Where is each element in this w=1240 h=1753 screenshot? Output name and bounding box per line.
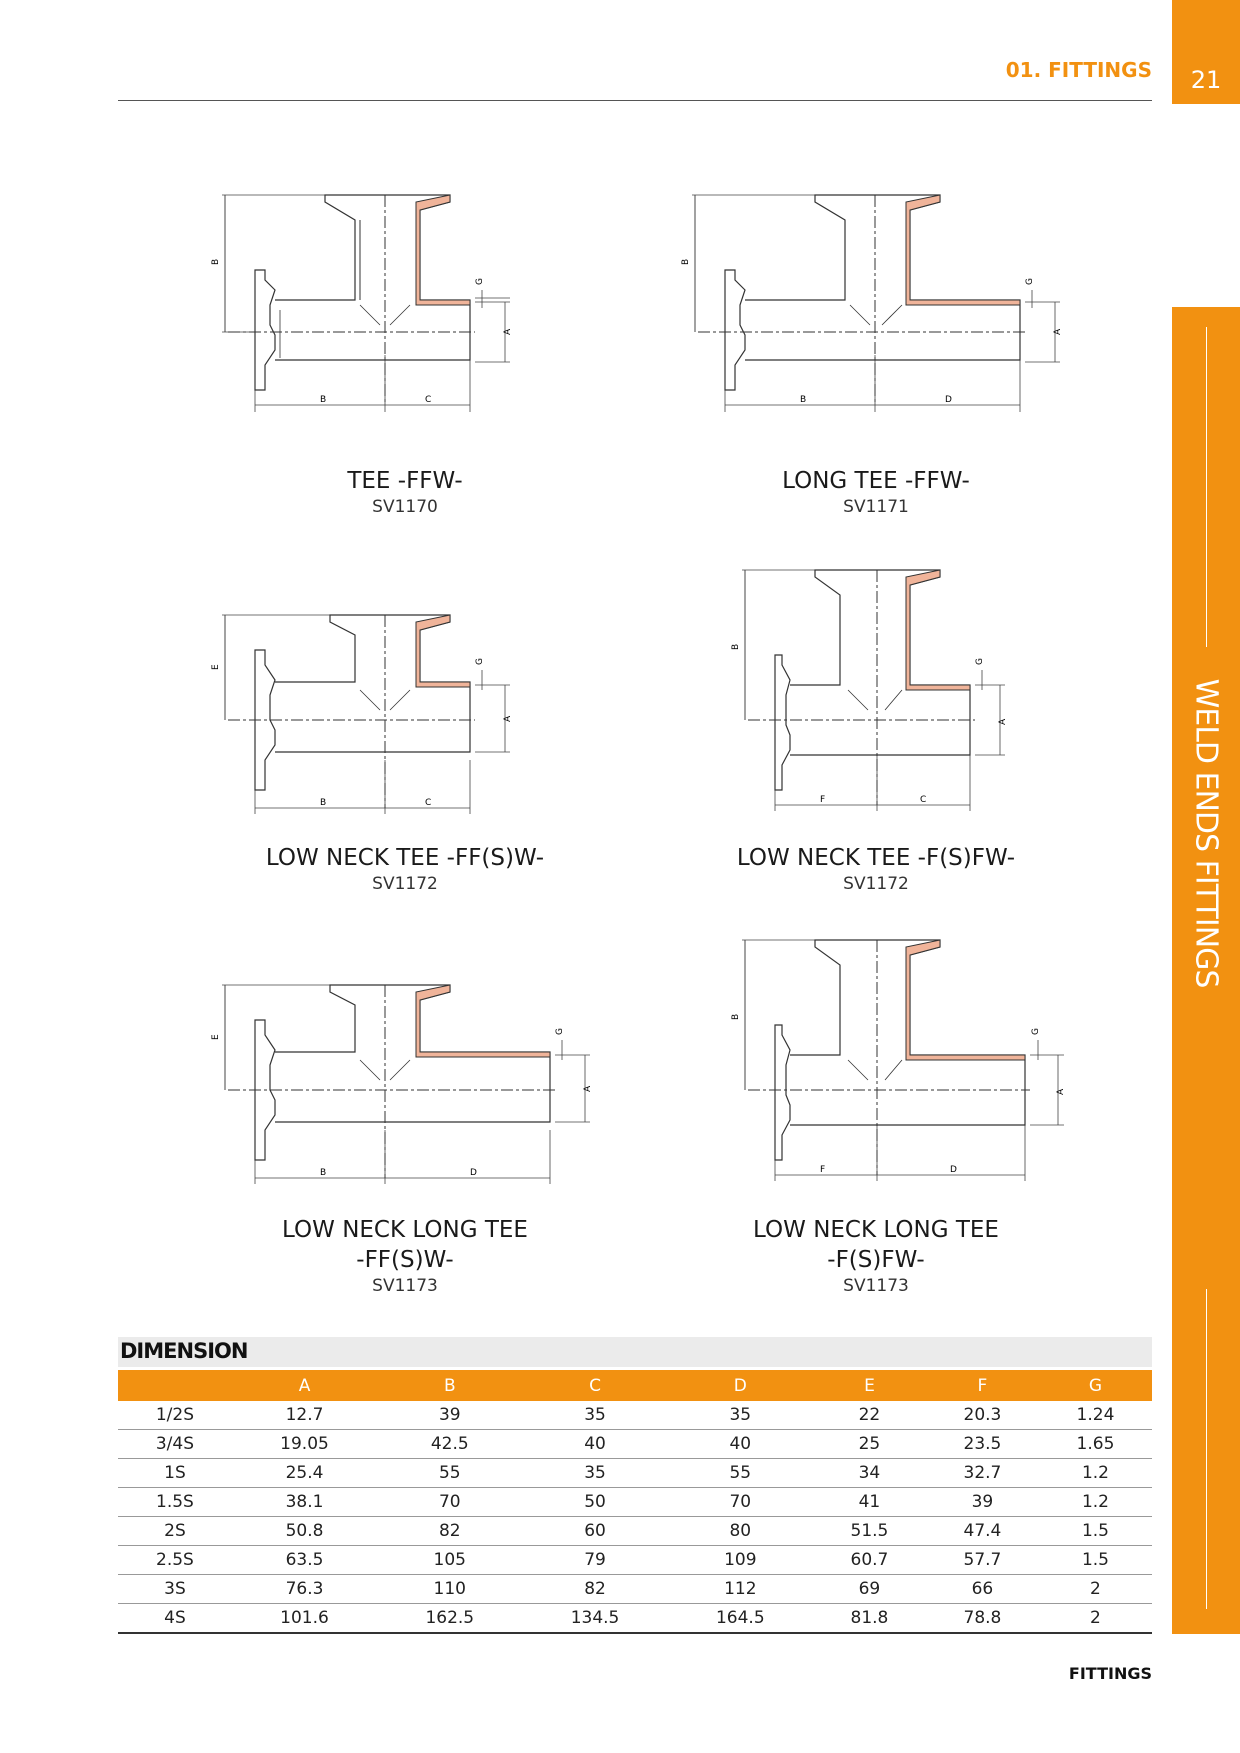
table-cell: 35 — [668, 1401, 813, 1430]
table-cell: 134.5 — [522, 1604, 667, 1634]
table-row — [118, 1546, 1152, 1575]
figure-title: TEE -FFW- — [347, 468, 463, 494]
low-neck-long-tee-fsfw-drawing — [731, 935, 1070, 1185]
figure-title-line2: -F(S)FW- — [827, 1247, 925, 1273]
page-number-tab — [1172, 0, 1240, 104]
column-header-e: E — [813, 1370, 926, 1401]
table-cell: 1.24 — [1039, 1401, 1152, 1430]
table-row — [118, 1517, 1152, 1546]
table-cell: 42.5 — [377, 1430, 522, 1459]
svg-text:C: C — [920, 795, 927, 805]
svg-text:G: G — [555, 1028, 565, 1035]
tee-ffw-drawing — [220, 190, 530, 430]
column-header-b: B — [377, 1370, 522, 1401]
table-cell: 78.8 — [926, 1604, 1039, 1634]
table-cell: 82 — [377, 1517, 522, 1546]
svg-text:E: E — [211, 664, 221, 670]
table-cell: 35 — [522, 1401, 667, 1430]
table-row — [118, 1459, 1152, 1488]
figure-title-line1: LOW NECK LONG TEE — [282, 1217, 528, 1243]
caption-low-neck-tee-ffsw — [205, 843, 605, 895]
table-cell: 1.2 — [1039, 1459, 1152, 1488]
page-number: 21 — [1190, 66, 1222, 94]
svg-text:G: G — [1025, 278, 1035, 285]
svg-text:D: D — [945, 395, 952, 405]
column-header-d: D — [668, 1370, 813, 1401]
figure-title: LOW NECK TEE -F(S)FW- — [736, 845, 1016, 871]
table-cell: 23.5 — [926, 1430, 1039, 1459]
svg-text:G: G — [1031, 1028, 1041, 1035]
table-cell: 110 — [377, 1575, 522, 1604]
table-row — [118, 1604, 1152, 1634]
svg-text:B: B — [800, 395, 807, 405]
svg-text:D: D — [470, 1168, 477, 1178]
table-cell: 112 — [668, 1575, 813, 1604]
table-cell: 25 — [813, 1430, 926, 1459]
table-cell: 47.4 — [926, 1517, 1039, 1546]
table-cell: 105 — [377, 1546, 522, 1575]
table-cell: 57.7 — [926, 1546, 1039, 1575]
caption-low-neck-tee-fsfw — [676, 843, 1076, 895]
table-cell: 38.1 — [232, 1488, 377, 1517]
table-cell: 1.65 — [1039, 1430, 1152, 1459]
section-label: 01. FITTINGS — [1005, 58, 1152, 82]
table-cell: 79 — [522, 1546, 667, 1575]
table-body — [118, 1401, 1152, 1633]
table-cell: 34 — [813, 1459, 926, 1488]
table-cell: 40 — [668, 1430, 813, 1459]
figure-code: SV1173 — [372, 1276, 438, 1296]
table-cell: 19.05 — [232, 1430, 377, 1459]
table-cell: 39 — [926, 1488, 1039, 1517]
footer-label: FITTINGS — [1068, 1664, 1152, 1683]
table-cell: 164.5 — [668, 1604, 813, 1634]
low-neck-tee-fsfw-drawing — [731, 565, 1020, 815]
low-neck-tee-ffsw-drawing — [211, 610, 530, 820]
size-cell: 4S — [118, 1604, 232, 1634]
caption-low-neck-long-tee-fsfw — [676, 1215, 1076, 1297]
dimension-title: DIMENSION — [120, 1339, 248, 1363]
svg-text:G: G — [975, 658, 985, 665]
size-cell: 1S — [118, 1459, 232, 1488]
table-cell: 1.2 — [1039, 1488, 1152, 1517]
table-cell: 60.7 — [813, 1546, 926, 1575]
size-cell: 2.5S — [118, 1546, 232, 1575]
low-neck-long-tee-ffsw-drawing — [211, 980, 600, 1190]
table-cell: 82 — [522, 1575, 667, 1604]
figure-code: SV1171 — [843, 497, 909, 517]
size-cell: 3S — [118, 1575, 232, 1604]
svg-text:A: A — [583, 1085, 593, 1092]
table-cell: 70 — [377, 1488, 522, 1517]
size-cell: 1.5S — [118, 1488, 232, 1517]
table-cell: 70 — [668, 1488, 813, 1517]
figure-code: SV1173 — [843, 1276, 909, 1296]
table-cell: 101.6 — [232, 1604, 377, 1634]
column-header-size — [118, 1370, 232, 1401]
table-cell: 60 — [522, 1517, 667, 1546]
table-cell: 66 — [926, 1575, 1039, 1604]
svg-text:A: A — [1053, 328, 1063, 335]
caption-tee-ffw — [205, 466, 605, 518]
svg-text:B: B — [320, 1168, 327, 1178]
table-cell: 40 — [522, 1430, 667, 1459]
size-cell: 3/4S — [118, 1430, 232, 1459]
table-cell: 109 — [668, 1546, 813, 1575]
long-tee-ffw-drawing — [681, 190, 1070, 430]
figure-code: SV1172 — [372, 874, 438, 894]
table-cell: 63.5 — [232, 1546, 377, 1575]
svg-text:F: F — [820, 795, 826, 805]
table-row — [118, 1575, 1152, 1604]
size-cell: 1/2S — [118, 1401, 232, 1430]
table-cell: 20.3 — [926, 1401, 1039, 1430]
table-cell: 55 — [377, 1459, 522, 1488]
svg-text:C: C — [425, 798, 432, 808]
svg-text:B: B — [320, 798, 327, 808]
table-cell: 25.4 — [232, 1459, 377, 1488]
figure-title-line2: -FF(S)W- — [356, 1247, 454, 1273]
table-cell: 2 — [1039, 1575, 1152, 1604]
table-cell: 51.5 — [813, 1517, 926, 1546]
side-divider-top — [1206, 327, 1207, 647]
table-cell: 81.8 — [813, 1604, 926, 1634]
side-tab — [1172, 307, 1240, 1634]
side-tab-title: WELD ENDS FITTINGS — [1188, 678, 1224, 988]
table-cell: 1.5 — [1039, 1546, 1152, 1575]
table-cell: 32.7 — [926, 1459, 1039, 1488]
caption-long-tee-ffw — [676, 466, 1076, 518]
figure-title: LONG TEE -FFW- — [782, 468, 970, 494]
table-cell: 1.5 — [1039, 1517, 1152, 1546]
header-rule — [118, 100, 1152, 101]
table-cell: 35 — [522, 1459, 667, 1488]
caption-low-neck-long-tee-ffsw — [205, 1215, 605, 1297]
side-divider-bottom — [1206, 1289, 1207, 1609]
column-header-a: A — [232, 1370, 377, 1401]
svg-text:D: D — [950, 1165, 957, 1175]
column-header-g: G — [1039, 1370, 1152, 1401]
table-cell: 50 — [522, 1488, 667, 1517]
table-cell: 55 — [668, 1459, 813, 1488]
svg-text:B: B — [681, 258, 691, 265]
table-cell: 39 — [377, 1401, 522, 1430]
table-cell: 76.3 — [232, 1575, 377, 1604]
table-cell: 50.8 — [232, 1517, 377, 1546]
figure-code: SV1170 — [372, 497, 438, 517]
table-row — [118, 1430, 1152, 1459]
table-cell: 162.5 — [377, 1604, 522, 1634]
svg-text:F: F — [820, 1165, 826, 1175]
table-cell: 12.7 — [232, 1401, 377, 1430]
table-header-row — [118, 1370, 1152, 1401]
dimension-table — [118, 1370, 1152, 1634]
table-cell: 69 — [813, 1575, 926, 1604]
figure-title: LOW NECK TEE -FF(S)W- — [265, 845, 545, 871]
size-cell: 2S — [118, 1517, 232, 1546]
figure-title-line1: LOW NECK LONG TEE — [753, 1217, 999, 1243]
table-cell: 80 — [668, 1517, 813, 1546]
svg-text:G: G — [475, 658, 485, 665]
table-cell: 41 — [813, 1488, 926, 1517]
svg-text:B: B — [731, 643, 741, 650]
svg-text:A: A — [503, 715, 513, 722]
column-header-f: F — [926, 1370, 1039, 1401]
table-row — [118, 1401, 1152, 1430]
svg-text:E: E — [211, 1034, 221, 1040]
figure-code: SV1172 — [843, 874, 909, 894]
table-cell: 22 — [813, 1401, 926, 1430]
svg-text:A: A — [998, 718, 1008, 725]
table-cell: 2 — [1039, 1604, 1152, 1634]
column-header-c: C — [522, 1370, 667, 1401]
svg-text:B: B — [731, 1013, 741, 1020]
table-row — [118, 1488, 1152, 1517]
dimension-header — [118, 1337, 1152, 1367]
svg-text:A: A — [1056, 1088, 1066, 1095]
